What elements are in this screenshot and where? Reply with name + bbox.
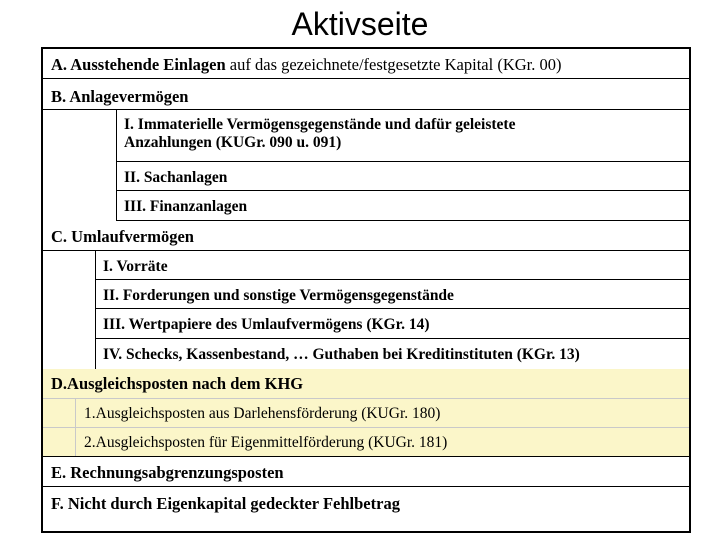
row-e-label: E. Rechnungsabgrenzungsposten	[51, 463, 284, 482]
row-e-rechnungsabgrenzung	[43, 457, 689, 487]
row-d1-darlehensfoerderung	[43, 399, 689, 428]
row-d2-eigenmittelfoerderung	[43, 428, 689, 457]
row-c3-label: III. Wertpapiere des Umlaufvermögens (KGr. 14)	[103, 316, 430, 333]
row-c-label: C. Umlaufvermögen	[51, 227, 194, 246]
row-d1-cell	[75, 399, 440, 427]
row-c4-schecks	[95, 339, 689, 369]
row-d1-label: 1.Ausgleichsposten aus Darlehensförderung (KUGr. 180)	[84, 405, 441, 422]
row-b-label: B. Anlagevermögen	[51, 87, 189, 106]
row-b2-label: II. Sachanlagen	[124, 169, 228, 186]
row-a-label: A. Ausstehende Einlagen	[51, 55, 226, 74]
row-b1-immaterielle	[116, 110, 689, 162]
row-b-anlagevermoegen	[43, 79, 689, 110]
row-b3-label: III. Finanzanlagen	[124, 198, 248, 215]
row-c2-forderungen	[95, 280, 689, 309]
row-c1-vorraete	[95, 251, 689, 280]
row-a-suffix: auf das gezeichnete/festgesetzte Kapital (KGr. 00)	[225, 55, 562, 74]
balance-sheet-table	[41, 47, 691, 533]
row-b1-line1: I. Immaterielle Vermögensgegenstände und dafür geleistete	[124, 116, 516, 133]
page-title: Aktivseite	[291, 6, 429, 42]
row-f-label: F. Nicht durch Eigenkapital gedeckter Fehlbetrag	[51, 494, 400, 513]
row-c1-label: I. Vorräte	[103, 258, 168, 275]
row-c3-wertpapiere	[95, 309, 689, 339]
row-c2-label: II. Forderungen und sonstige Vermögensgegenstände	[103, 287, 454, 304]
row-b1-line2: Anzahlungen (KUGr. 090 u. 091)	[124, 134, 342, 151]
row-c-umlaufvermoegen	[43, 221, 689, 251]
row-d2-cell	[75, 428, 447, 456]
row-b3-finanzanlagen	[116, 191, 689, 221]
row-a-ausstehende-einlagen	[43, 49, 689, 79]
row-d-ausgleichsposten	[43, 369, 689, 399]
row-f-fehlbetrag	[43, 487, 689, 531]
row-c4-label: IV. Schecks, Kassenbestand, … Guthaben bei Kreditinstituten (KGr. 13)	[103, 346, 580, 363]
row-d-label: D.Ausgleichsposten nach dem KHG	[51, 374, 304, 393]
row-b2-sachanlagen	[116, 162, 689, 191]
row-d2-label: 2.Ausgleichsposten für Eigenmittelförderung (KUGr. 181)	[84, 434, 448, 451]
